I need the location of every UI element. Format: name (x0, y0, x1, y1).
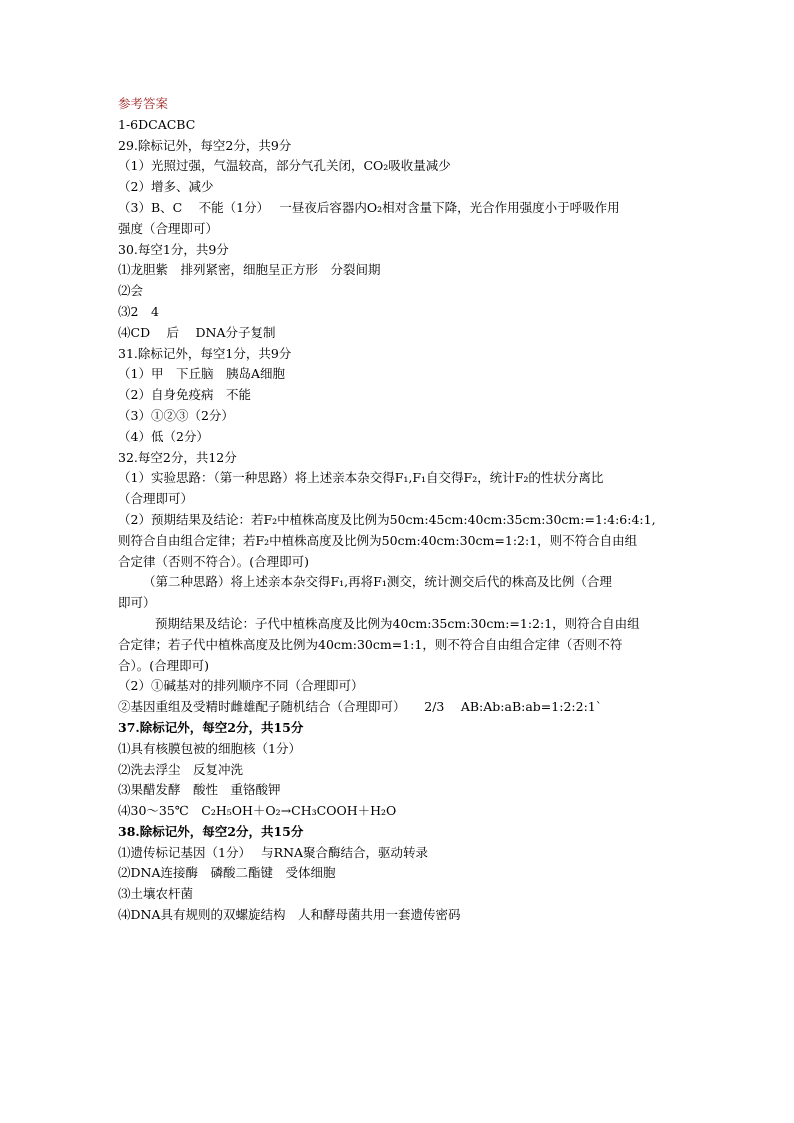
question-38-header: 38.除标记外，每空2分，共15分 (118, 823, 304, 839)
answer-line: ⑶土壤农杆菌 (118, 886, 194, 902)
answer-line: ⑷30～35℃ C₂H₅OH＋O₂→CH₃COOH＋H₂O (118, 803, 397, 819)
answer-line: ⑴龙胆紫 排列紧密，细胞呈正方形 分裂间期 (118, 262, 381, 278)
answer-line: （第二种思路）将上述亲本杂交得F₁,再将F₁测交，统计测交后代的株高及比例（合理 (143, 574, 612, 590)
answer-line: 强度（合理即可） (118, 220, 219, 236)
answer-line: 则符合自由组合定律；若F₂中植株高度及比例为50cm:40cm:30cm=1:2:1，则不符合自由组 (118, 532, 638, 548)
answer-line: （3）B、C 不能（1分） 一昼夜后容器内O₂相对含量下降，光合作用强度小于呼吸作用 (118, 199, 620, 215)
answer-line: ②基因重组及受精时雌雄配子随机结合（合理即可） 2/3 AB:Ab:aB:ab=1:2:2:1` (118, 699, 602, 715)
question-29-header: 29.除标记外，每空2分，共9分 (118, 137, 292, 153)
answer-line: （2）增多、减少 (118, 179, 214, 195)
answer-line: ⑶果醋发酵 酸性 重铬酸钾 (118, 782, 281, 798)
answer-line: ⑴具有核膜包被的细胞核（1分） (118, 740, 301, 756)
question-32-header: 32.每空2分，共12分 (118, 449, 237, 465)
answer-line: ⑵洗去浮尘 反复冲洗 (118, 761, 244, 777)
answer-line: （2）预期结果及结论：若F₂中植株高度及比例为50cm:45cm:40cm:35cm:30cm:=1:4:6:4:1, (118, 511, 656, 527)
answer-line: ⑷DNA具有规则的双螺旋结构 人和酵母菌共用一套遗传密码 (118, 907, 461, 923)
answer-line: ⑵DNA连接酶 磷酸二酯键 受体细胞 (118, 865, 336, 881)
answer-line: （2）自身免疫病 不能 (118, 387, 251, 403)
answer-line: ⑶2 4 (118, 303, 159, 319)
answer-line: 合定律；若子代中植株高度及比例为40cm:30cm=1:1，则不符合自由组合定律（否则不符 (118, 636, 623, 652)
answer-line: ⑷CD 后 DNA分子复制 (118, 324, 276, 340)
answer-line: （3）①②③（2分） (118, 407, 234, 423)
page-title: 参考答案 (118, 96, 169, 111)
answer-line: ⑴遗传标记基因（1分） 与RNA聚合酶结合，驱动转录 (118, 844, 429, 860)
answer-line: （1）实验思路：（第一种思路）将上述亲本杂交得F₁,F₁自交得F₂，统计F₂的性状分离比 (118, 470, 604, 486)
answer-line: （1）光照过强，气温较高，部分气孔关闭，CO₂吸收量减少 (118, 158, 451, 174)
answer-line: （4）低（2分） (118, 428, 209, 444)
answer-line-mc: 1-6DCACBC (118, 116, 196, 132)
answer-line: 合定律（否则不符合）。(合理即可) (118, 553, 310, 569)
question-30-header: 30.每空1分，共9分 (118, 241, 229, 257)
answer-line: ⑵会 (118, 283, 144, 299)
answer-line: 预期结果及结论：子代中植株高度及比例为40cm:35cm:30cm:=1:2:1，则符合自由组 (155, 615, 640, 631)
question-37-header: 37.除标记外，每空2分，共15分 (118, 719, 304, 735)
answer-line: （1）甲 下丘脑 胰岛A细胞 (118, 366, 285, 382)
answer-line: 合）。(合理即可) (118, 657, 210, 673)
answer-line: 即可） (118, 595, 156, 611)
answer-line: （2）①碱基对的排列顺序不同（合理即可） (118, 678, 364, 694)
question-31-header: 31.除标记外，每空1分，共9分 (118, 345, 292, 361)
answer-line: （合理即可） (118, 491, 194, 507)
answer-key-page (118, 94, 684, 926)
